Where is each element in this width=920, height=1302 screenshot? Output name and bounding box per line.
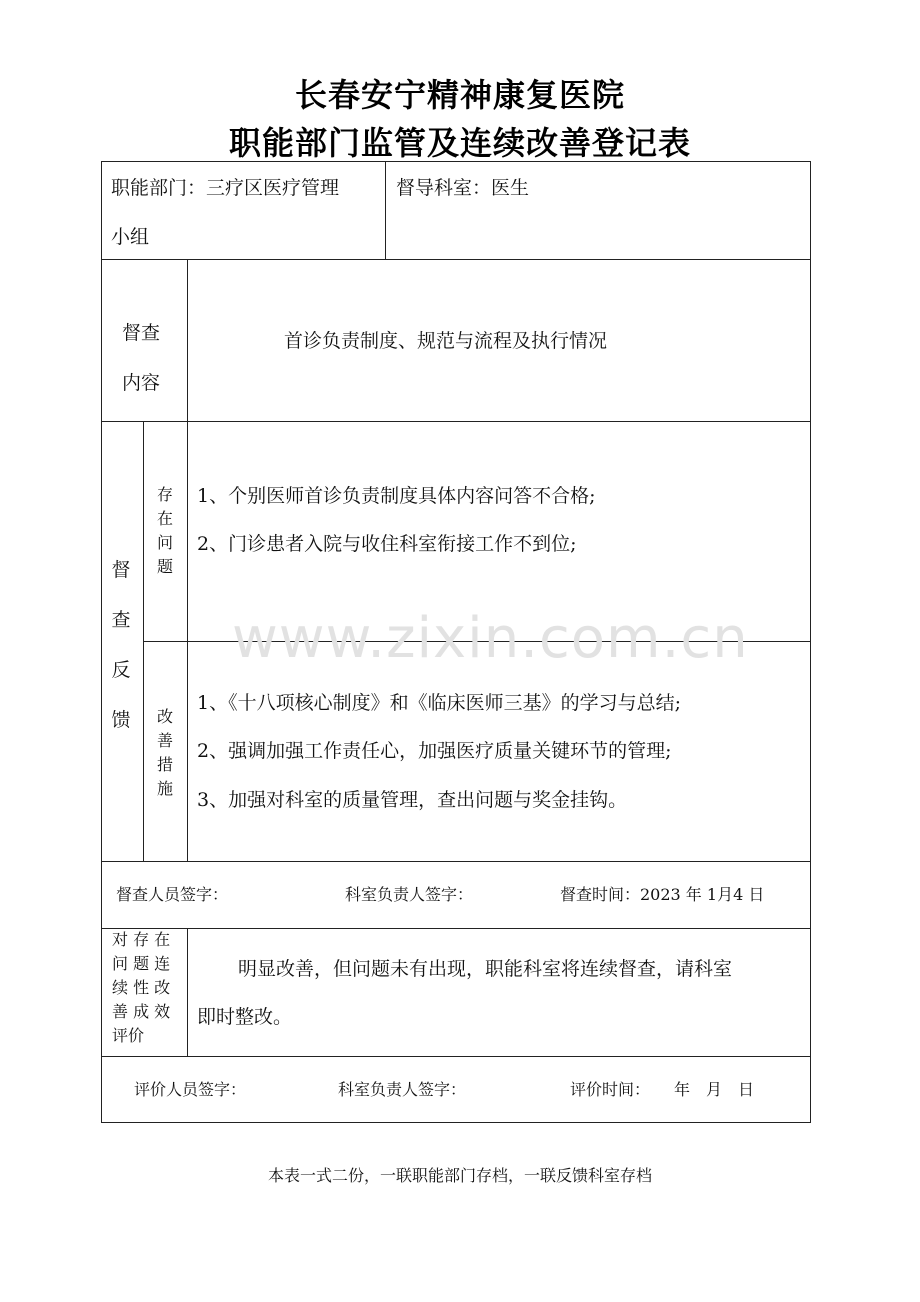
evaluation-label-line-2: 问 题 连: [112, 954, 171, 973]
functional-dept-label-cont: 小组: [111, 226, 150, 248]
dept-head-signature-label: 科室负责人签字：: [345, 885, 474, 904]
document-title-form: 职能部门监管及连续改善登记表: [228, 124, 691, 162]
evaluator-signature-label: 评价人员签字：: [134, 1080, 247, 1099]
footer-note: 本表一式二份，一联职能部门存档，一联反馈科室存档: [267, 1166, 652, 1185]
eval-dept-head-signature-label: 科室负责人签字：: [338, 1080, 467, 1099]
inspection-content-label: 督查: [122, 322, 161, 344]
feedback-label: 督查反馈: [111, 559, 131, 731]
measures-label: 改善措施: [156, 707, 173, 798]
evaluation-label-line-5: 评价: [112, 1026, 145, 1045]
measure-item-3: 3、加强对科室的质量管理，查出问题与奖金挂钩。: [197, 789, 628, 811]
functional-dept-label: 职能部门：三疗区医疗管理: [111, 177, 340, 199]
inspection-content-text: 首诊负责制度、规范与流程及执行情况: [284, 330, 608, 352]
inspector-signature-label: 督查人员签字：: [116, 885, 229, 904]
document-title-hospital: 长春安宁精神康复医院: [294, 76, 625, 114]
inspection-content-label-cont: 内容: [122, 372, 161, 394]
evaluation-label-line-1: 对 存 在: [112, 930, 171, 949]
evaluation-text-cont: 即时整改。: [197, 1006, 293, 1028]
evaluation-time: 评价时间： 年 月 日: [570, 1080, 755, 1099]
evaluation-text: 明显改善，但问题未有出现，职能科室将连续督查，请科室: [238, 958, 733, 980]
problem-item-2: 2、门诊患者入院与收住科室衔接工作不到位;: [197, 533, 577, 555]
problems-label: 存在问题: [156, 485, 173, 576]
watermark: www.zixin.com.cn: [232, 606, 749, 671]
measure-item-1: 1、《十八项核心制度》和《临床医师三基》的学习与总结;: [197, 692, 681, 714]
evaluation-label-line-3: 续 性 改: [112, 978, 171, 997]
supervised-dept-label: 督导科室：医生: [396, 177, 530, 199]
evaluation-label-line-4: 善 成 效: [112, 1002, 171, 1021]
inspection-time: 督查时间：2023 年 1月4 日: [560, 885, 765, 904]
problem-item-1: 1、个别医师首诊负责制度具体内容问答不合格;: [197, 485, 596, 507]
measure-item-2: 2、强调加强工作责任心，加强医疗质量关键环节的管理;: [197, 740, 672, 762]
